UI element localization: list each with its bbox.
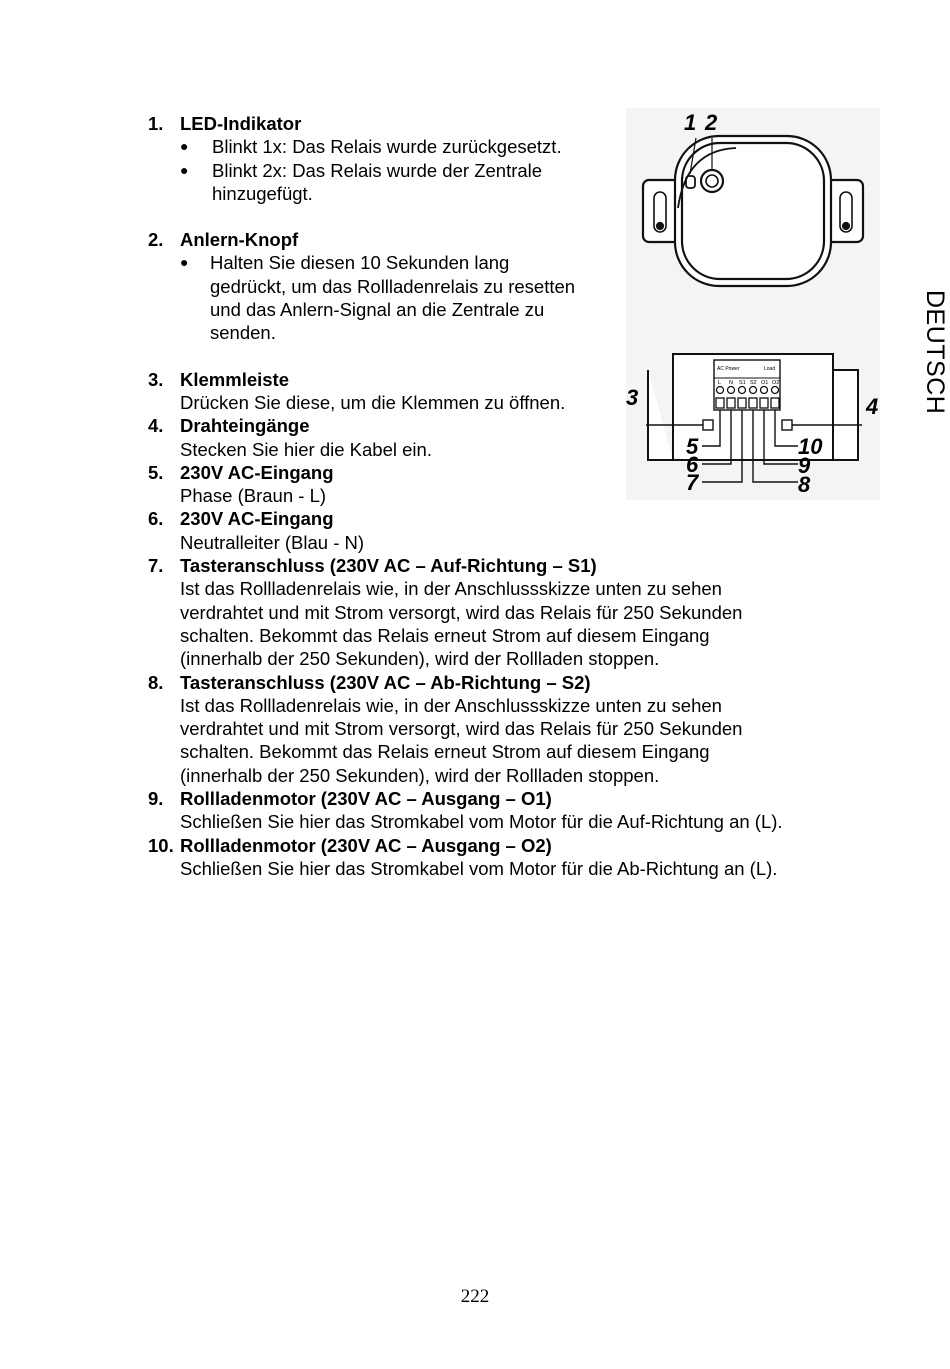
item-title: Rollladenmotor (230V AC – Ausgang – O1) (180, 788, 552, 810)
item-description: Neutralleiter (Blau - N) (180, 531, 365, 553)
item-description-line: (innerhalb der 250 Sekunden), wird der Rollladen stoppen. (180, 764, 660, 786)
page-number: 222 (460, 1286, 490, 1307)
relay-diagram-svg (626, 108, 880, 500)
item-title: LED-Indikator (180, 113, 302, 134)
terminal-label: N (729, 380, 733, 386)
callout-label: 6 (686, 452, 699, 477)
item-description-line: Ist das Rollladenrelais wie, in der Anschlussskizze unten zu sehen (180, 694, 722, 716)
item-title: Tasteranschluss (230V AC – Auf-Richtung – S1) (180, 555, 597, 577)
item-number: 3. (148, 368, 164, 390)
callout-label: 7 (686, 470, 699, 495)
item-description-line: Ist das Rollladenrelais wie, in der Anschlussskizze unten zu sehen (180, 578, 722, 600)
terminal-label: O1 (761, 380, 769, 386)
callout-label: 3 (626, 385, 639, 410)
callout-label: 10 (798, 434, 823, 459)
item-title: Anlern-Knopf (180, 229, 299, 251)
bullet-item: ● Halten Sie diesen 10 Sekunden lang (180, 252, 510, 274)
bullet-item: ● Blinkt 2x: Das Relais wurde der Zentrale (180, 159, 543, 181)
bullet-continuation: senden. (210, 322, 276, 344)
item-title: Tasteranschluss (230V AC – Ab-Richtung – S2) (180, 671, 591, 693)
item-title: Drahteingänge (180, 415, 310, 437)
bullet-dot-icon: ● (180, 254, 189, 271)
item-title: 230V AC-Eingang (180, 461, 334, 483)
item-number: 2. (148, 229, 164, 251)
callout-label: 5 (686, 434, 699, 459)
bullet-continuation: gedrückt, um das Rollladenrelais zu resetten (210, 275, 576, 297)
list-item-motor-output-o1 (148, 787, 888, 834)
module-top-view (643, 136, 863, 286)
item-number: 4. (148, 415, 164, 437)
item-title: 230V AC-Eingang (180, 508, 334, 530)
terminal-label: L (718, 380, 722, 386)
item-number: 9. (148, 788, 164, 810)
terminal-label: S2 (750, 380, 757, 386)
bullet-continuation: hinzugefügt. (212, 182, 313, 204)
bullet-continuation: und das Anlern-Signal an die Zentrale zu (210, 299, 545, 321)
item-description: Schließen Sie hier das Stromkabel vom Motor für die Ab-Richtung an (L). (180, 857, 778, 879)
item-number: 1. (148, 113, 164, 134)
item-description: Stecken Sie hier die Kabel ein. (180, 438, 432, 460)
terminal-label: O2 (772, 380, 780, 386)
item-description: Phase (Braun - L) (180, 485, 327, 507)
callout-label: 1 (684, 110, 697, 135)
callout-label: 9 (798, 453, 811, 478)
list-item-ac-input-neutral (148, 507, 888, 554)
item-description-line: verdrahtet und mit Strom versorgt, wird das Relais für 250 Sekunden (180, 601, 743, 623)
item-description-line: schalten. Bekommt das Relais erneut Strom auf diesem Eingang (180, 624, 710, 646)
terminal-header-load: Load (764, 366, 776, 372)
list-item-switch-up-s1 (148, 554, 888, 670)
item-number: 5. (148, 461, 164, 483)
bullet-dot-icon: ● (180, 161, 189, 178)
bullet-item: ● Blinkt 1x: Das Relais wurde zurückgesetzt. (180, 136, 562, 158)
item-description-line: (innerhalb der 250 Sekunden), wird der Rollladen stoppen. (180, 648, 660, 670)
item-number: 6. (148, 508, 164, 530)
relay-diagram (626, 108, 880, 500)
item-number: 7. (148, 555, 164, 577)
callout-label: 2 (705, 110, 718, 135)
item-description-line: schalten. Bekommt das Relais erneut Strom auf diesem Eingang (180, 741, 710, 763)
callout-label: 4 (866, 394, 879, 419)
item-number: 8. (148, 671, 164, 693)
item-title: Klemmleiste (180, 368, 289, 390)
item-description: Schließen Sie hier das Stromkabel vom Motor für die Auf-Richtung an (L). (180, 811, 783, 833)
language-tab: DEUTSCH (921, 290, 949, 415)
terminal-header-ac: AC Power (717, 366, 740, 372)
terminal-label: S1 (739, 380, 746, 386)
callout-label: 8 (798, 472, 811, 497)
list-item-motor-output-o2 (148, 834, 888, 881)
bullet-dot-icon: ● (180, 138, 189, 155)
item-title: Rollladenmotor (230V AC – Ausgang – O2) (180, 834, 552, 856)
item-description: Drücken Sie diese, um die Klemmen zu öffnen. (180, 391, 566, 413)
item-description-line: verdrahtet und mit Strom versorgt, wird das Relais für 250 Sekunden (180, 718, 743, 740)
item-number: 10. (148, 834, 174, 856)
list-item-switch-down-s2 (148, 671, 888, 787)
